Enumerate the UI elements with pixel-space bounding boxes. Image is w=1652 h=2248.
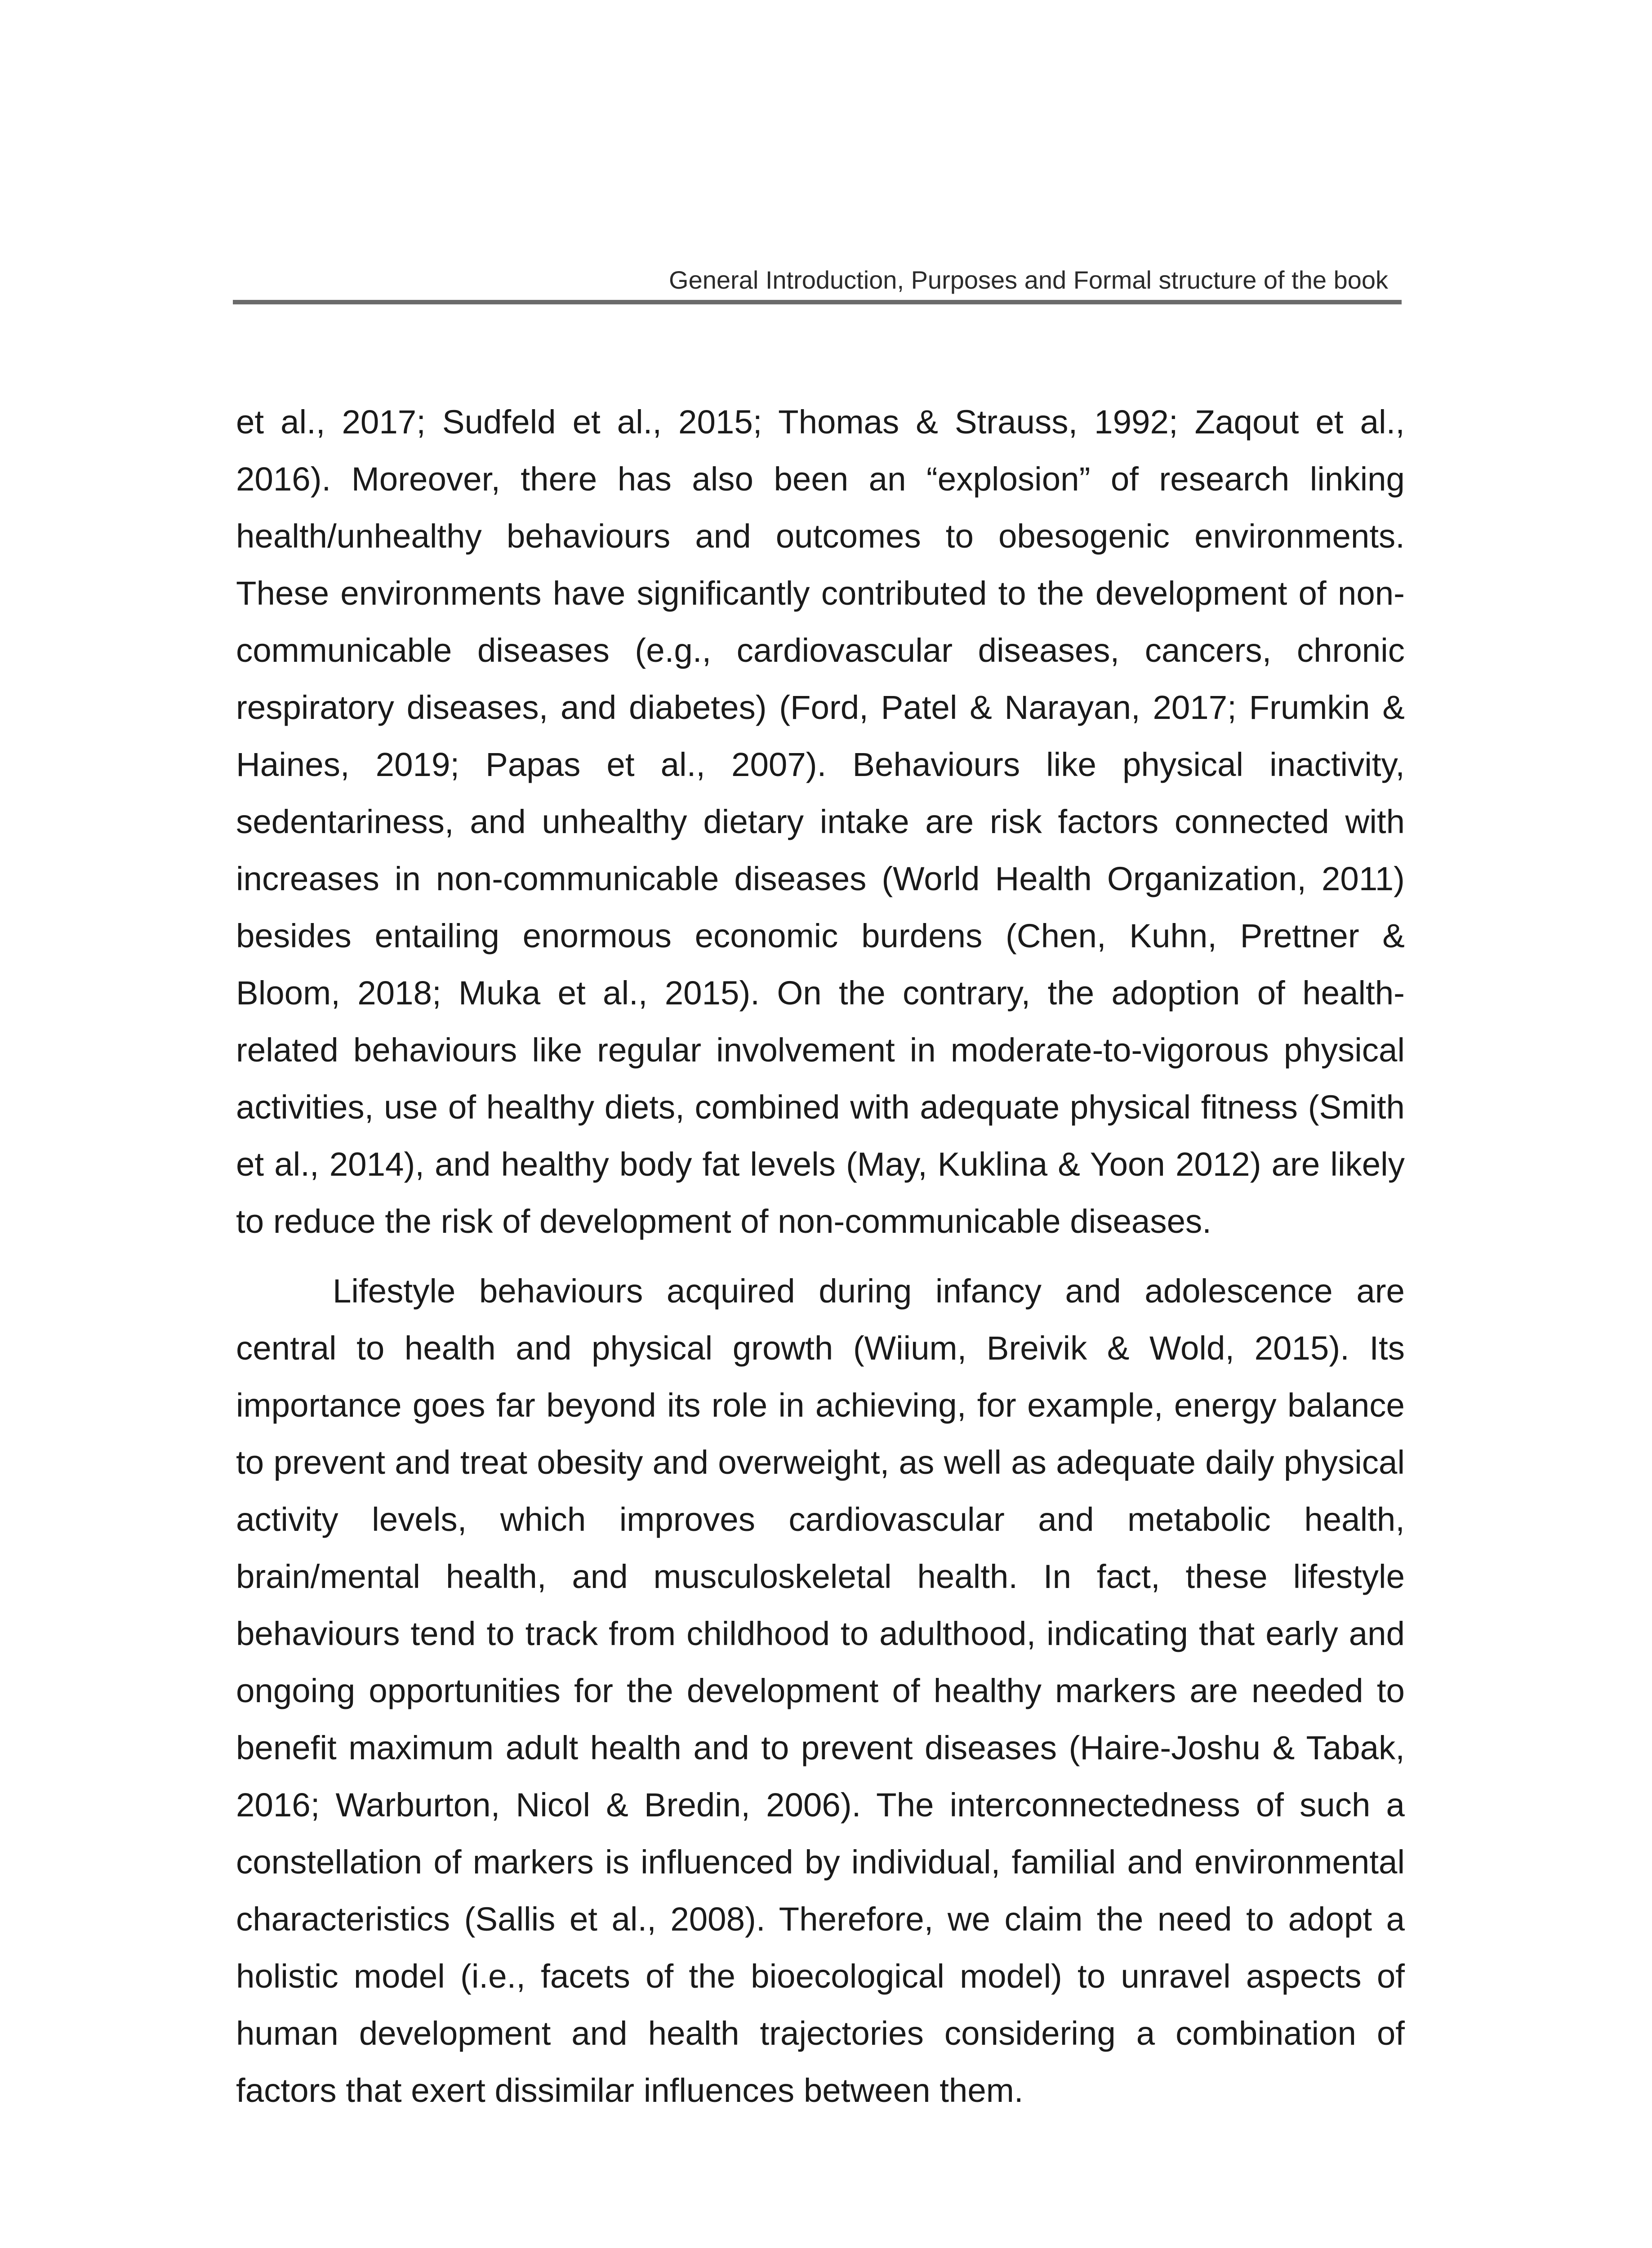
paragraph-1: et al., 2017; Sudfeld et al., 2015; Thomas & Strauss, 1992; Zaqout et al., 2016). Moreover, there has also been an “explosion” of research linking health/unhealthy behaviours and outcomes to obesogenic environments. These environments have significantly contributed to the development of non-communicable diseases (e.g., cardiovascular diseases, cancers, chronic respiratory diseases, and diabetes) (Ford, Patel & Narayan, 2017; Frumkin & Haines, 2019; Papas et al., 2007). Behaviours like physical inactivity, sedentariness, and unhealthy dietary intake are risk factors connected with increases in non-communicable diseases (World Health Organization, 2011) besides entailing enormous economic burdens (Chen, Kuhn, Prettner & Bloom, 2018; Muka et al., 2015). On the contrary, the adoption of health-related behaviours like regular involvement in moderate-to-vigorous physical activities, use of healthy diets, combined with adequate physical fitness (Smith et al., 2014), and healthy body fat levels (May, Kuklina & Yoon 2012) are likely to reduce the risk of development of non-communicable diseases. (236, 403, 1405, 1240)
paragraph-2: Lifestyle behaviours acquired during infancy and adolescence are central to health and physical growth (Wiium, Breivik & Wold, 2015). Its importance goes far beyond its role in achieving, for example, energy balance to prevent and treat obesity and overweight, as well as adequate daily physical activity levels, which improves cardiovascular and metabolic health, brain/mental health, and musculoskeletal health. In fact, these lifestyle behaviours tend to track from childhood to adulthood, indicating that early and ongoing opportunities for the development of healthy markers are needed to benefit maximum adult health and to prevent diseases (Haire-Joshu & Tabak, 2016; Warburton, Nicol & Bredin, 2006). The interconnectedness of such a constellation of markers is influenced by individual, familial and environmental characteristics (Sallis et al., 2008). Therefore, we claim the need to adopt a holistic model (i.e., facets of the bioecological model) to unravel aspects of human development and health trajectories considering a combination of factors that exert dissimilar influences between them. (236, 1272, 1405, 2109)
body-text (236, 393, 1405, 2119)
running-header-title: General Introduction, Purposes and Formal structure of the book (669, 266, 1388, 294)
running-header (233, 259, 1402, 304)
